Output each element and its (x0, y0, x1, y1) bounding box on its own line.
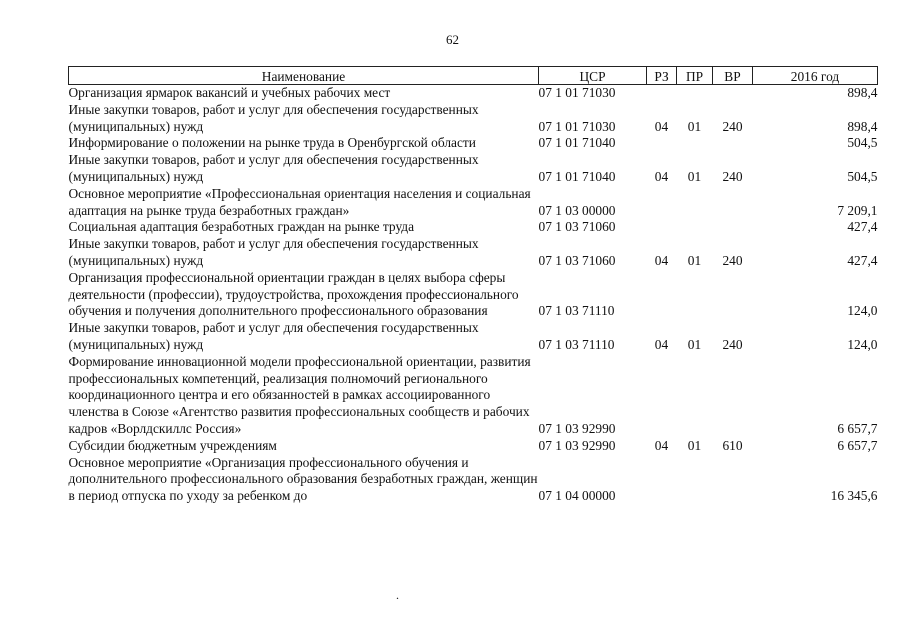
row-pr: 01 (687, 252, 702, 268)
row-amount: 124,0 (847, 336, 878, 352)
row-rz (647, 354, 677, 438)
table-row (69, 186, 878, 220)
row-amount: 504,5 (847, 168, 878, 184)
row-amount: 898,4 (847, 85, 878, 100)
row-name: Организация профессиональной ориентации граждан в целях выбора сферы деятельности (профессии), трудоустройства, прохождения профессионального обучения и получения дополнительного профессионального образования (68, 269, 519, 319)
row-pr (677, 85, 713, 102)
footer-mark: . (396, 588, 399, 602)
row-amount: 6 657,7 (837, 420, 878, 436)
row-name: Иные закупки товаров, работ и услуг для обеспечения государственных (муниципальных) нужд (68, 236, 479, 268)
row-name: Организация ярмарок вакансий и учебных рабочих мест (68, 85, 391, 100)
header-row (69, 67, 878, 85)
row-rz (647, 270, 677, 320)
row-vr (713, 354, 753, 438)
row-vr (713, 219, 753, 236)
row-pr: 01 (687, 336, 702, 352)
row-pr (677, 135, 713, 152)
row-rz: 04 (654, 336, 669, 352)
row-csr: 07 1 04 00000 (538, 488, 616, 504)
table-header (69, 67, 878, 85)
row-csr: 07 1 03 71060 (538, 252, 616, 268)
row-csr: 07 1 01 71030 (538, 85, 616, 100)
table-row (69, 102, 878, 136)
row-name: Иные закупки товаров, работ и услуг для обеспечения государственных (муниципальных) нужд (68, 101, 479, 134)
row-pr (677, 354, 713, 438)
row-pr: 01 (687, 168, 702, 184)
row-vr (713, 85, 753, 102)
row-rz: 04 (654, 168, 669, 184)
row-name: Иные закупки товаров, работ и услуг для обеспечения государственных (муниципальных) нужд (68, 320, 479, 352)
row-name: Формирование инновационной модели профессиональной ориентации, развития профессиональных компетенций, реализация полномочий регионального координационного центра и его обязанностей в рамках ассоциированного членства в Союзе «Агентство развития профессиональных сообществ и рабочих кадров «Ворлдскиллс Россия» (68, 353, 531, 436)
row-pr: 01 (687, 437, 702, 453)
row-amount: 427,4 (847, 219, 878, 235)
row-csr: 07 1 01 71030 (538, 118, 616, 134)
row-amount: 16 345,6 (830, 488, 878, 504)
row-rz: 04 (654, 118, 669, 134)
row-rz (647, 135, 677, 152)
row-vr: 240 (722, 336, 743, 352)
row-amount: 898,4 (847, 118, 878, 134)
table-row (69, 152, 878, 186)
row-vr (713, 135, 753, 152)
row-pr (677, 219, 713, 236)
header-vr: ВР (713, 67, 753, 85)
row-amount: 6 657,7 (837, 437, 878, 453)
row-vr: 240 (722, 252, 743, 268)
table-row (69, 438, 878, 455)
row-csr: 07 1 03 92990 (538, 420, 616, 436)
row-vr (713, 455, 753, 505)
row-csr: 07 1 03 71110 (538, 336, 615, 352)
row-pr: 01 (687, 118, 702, 134)
row-name: Иные закупки товаров, работ и услуг для обеспечения государственных (муниципальных) нужд (68, 152, 479, 184)
row-rz (647, 85, 677, 102)
header-pr: ПР (677, 67, 713, 85)
row-csr: 07 1 03 00000 (538, 202, 616, 218)
row-name: Социальная адаптация безработных граждан на рынке труда (68, 219, 415, 235)
header-year: 2016 год (753, 67, 878, 85)
header-name: Наименование (69, 67, 539, 85)
table-row (69, 236, 878, 270)
table-row (69, 135, 878, 152)
table-row (69, 219, 878, 236)
row-csr: 07 1 03 92990 (538, 437, 616, 453)
row-rz: 04 (654, 252, 669, 268)
row-csr: 07 1 01 71040 (538, 135, 616, 151)
row-amount: 7 209,1 (837, 202, 878, 218)
row-pr (677, 270, 713, 320)
header-rz: РЗ (647, 67, 677, 85)
row-vr (713, 270, 753, 320)
row-pr (677, 186, 713, 220)
row-pr (677, 455, 713, 505)
row-vr: 240 (722, 168, 743, 184)
table-body (69, 85, 878, 505)
row-amount: 124,0 (847, 303, 878, 319)
row-amount: 427,4 (847, 252, 878, 268)
table-row (69, 455, 878, 505)
row-rz: 04 (654, 437, 669, 453)
row-name: Информирование о положении на рынке труда в Оренбургской области (68, 135, 476, 151)
row-name: Субсидии бюджетным учреждениям (68, 437, 277, 453)
table-row (69, 270, 878, 320)
row-rz (647, 219, 677, 236)
page-number: 62 (446, 32, 459, 47)
row-rz (647, 455, 677, 505)
table-row (69, 354, 878, 438)
row-amount: 504,5 (847, 135, 878, 151)
row-name: Основное мероприятие «Профессиональная ориентация населения и социальная адаптация на рынке труда безработных граждан» (68, 185, 531, 218)
table-row (69, 320, 878, 354)
table-row (69, 85, 878, 102)
row-csr: 07 1 03 71110 (538, 303, 615, 319)
header-csr: ЦСР (539, 67, 647, 85)
row-csr: 07 1 03 71060 (538, 219, 616, 235)
row-vr: 610 (722, 437, 743, 453)
row-name: Основное мероприятие «Организация профессионального обучения и дополнительного профессионального образования безработных граждан, женщин в период отпуска по уходу за ребенком до (68, 454, 538, 504)
row-rz (647, 186, 677, 220)
budget-table (68, 66, 878, 505)
row-csr: 07 1 01 71040 (538, 168, 616, 184)
row-vr (713, 186, 753, 220)
row-vr: 240 (722, 118, 743, 134)
